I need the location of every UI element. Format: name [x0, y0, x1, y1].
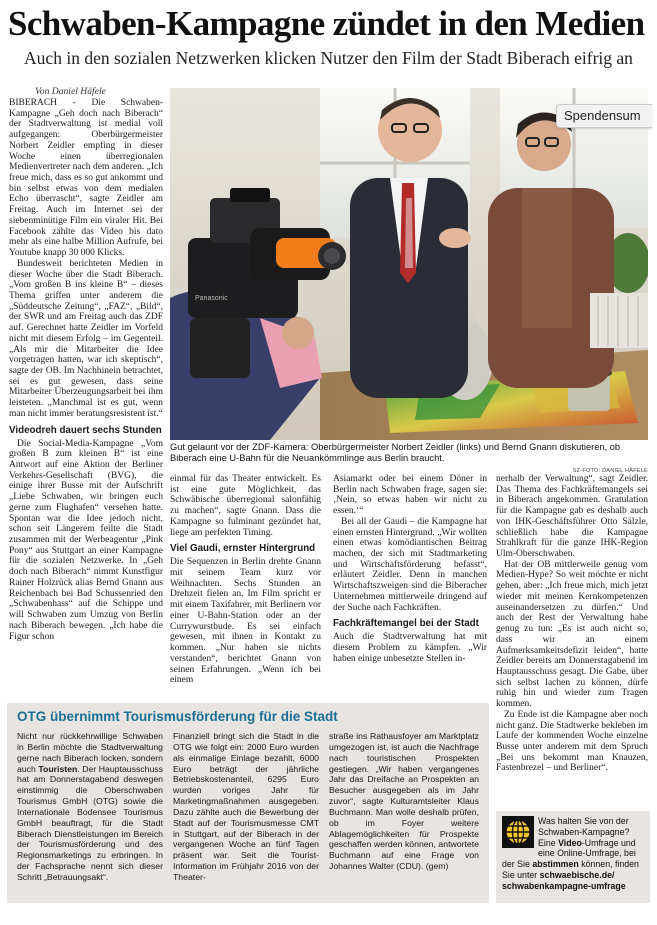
survey-promo-text: Was halten Sie von der Schwaben-Kampagne? Eine Video-Umfrage und eine Online-Umfrage, bei der Sie abstimmen können, finden Sie unter schwaebische.de/ schwabenkampagne-umfrage	[502, 816, 639, 891]
article-column-2	[170, 474, 321, 686]
subheading: Viel Gaudi, ernster Hintergrund	[170, 543, 316, 555]
donation-overlay-button[interactable]: Spendensum	[556, 104, 652, 128]
tourism-infobox	[7, 703, 489, 903]
paragraph: Bei all der Gaudi – die Kampagne hat einen ernsten Hintergrund. „Wir wollten einen etwas komödiantischen Beitrag machen, der sich mit Stadtmarketing und Wirtschaftsförderung befasst“, erläutert Zeidler. Denn in manchen Wirtschaftszweigen sind die Biberacher Unternehmen mittlerweile dringend auf der Suche nach Fachkräften.	[333, 516, 487, 613]
byline: Von Daniel Häfele	[35, 86, 106, 97]
article-column-1	[9, 98, 163, 642]
infobox-column-1: Nicht nur rückkehrwillige Schwaben in Berlin möchte die Stadtverwaltung gerne nach Biberach locken, sondern auch Touristen. Der Hauptausschuss hat am Donnerstagabend deswegen einstimmig die Oberschwaben Tourismus GmbH (OTG) sowie die Internationale Bodensee Tourismus GmbH beauftragt, für die Stadt Biberach Dienstleistungen im Bereich der Tourismusförderung und des Regionsmarketings zu erbringen. In der Fachsprache nennt sich dieser Schritt „Betrauungsakt“.	[17, 731, 163, 882]
infobox-column-3: straße ins Rathausfoyer am Marktplatz umgezogen ist, ist auch die Nachfrage nach touristischen Prospekten gestiegen. „Wir haben vergangenes Jahr das Dreifache an Prospekten an Besucher ausgegeben als im Jahr zuvor“, sagte Kulturamtsleiter Klaus Buchmann. Man wolle deshalb prüfen, ob im Foyer weitere Ablagemöglichkeiten für Prospekte geschaffen werden können, antwortete Buchmann auf eine Frage von Johannes Walter (CDU). (gem)	[329, 731, 479, 872]
subheading: Fachkräftemangel bei der Stadt	[333, 618, 479, 630]
paragraph: Bundesweit berichteten Medien in dieser Woche über die Stadt Biberach. „Vom großen B ins kleine B“ – dieses Thema griffen unter anderem die „Süddeutsche Zeitung“, „FAZ“, „Bild“, der SWR und am Freitag auch das ZDF auf. Gerechnet hatte Zeidler im Vorfeld nicht mit diesem Erfolg – im Gegenteil. „Als mir die Mitarbeiter die Idee vorgetragen hatten, war ich skeptisch“, sagte der OB. Im Nachhinein betrachtet, sei es gut gewesen, dass seine Mitarbeiter Überzeugungsarbeit bei ihm leisteten. „Manchmal ist es gut, wenn man nicht immer beratungsresistent ist.“	[9, 258, 163, 419]
photo-credit: SZ-FOTO: DANIEL HÄFELE	[572, 468, 648, 474]
paragraph: BIBERACH - Die Schwaben-Kampagne „Geh doch nach Biberach“ der Stadtverwaltung ist medial voll aufgegangen: Oberbürgermeister Norbert Zeidler empfing in dieser Woche einen überregionalen Medienvertreter nach dem anderen. „Ich freue mich, dass es so gut ankommt und bin selbst etwas von dem medialen Echo überrascht“, sagte Zeidler am Freitag. Auch im Internet sei der siebenminütige Film ein viraler Hit. Bei Facebook zählte das Video bis dato mehr als eine halbe Million Aufrufe, bei Youtube knapp 30 000 Klicks.	[9, 98, 163, 259]
paragraph: einmal für das Theater entwickelt. Es ist eine gute Möglichkeit, das Schwäbische überregional salonfähig zu machen“, sagte Gnann. Dass die Kampagne so fulminant gezündet hat, liege am perfekten Timing.	[170, 474, 321, 538]
paragraph: Zu Ende ist die Kampagne aber noch nicht ganz. Die Stadtwerke bekleben im Laufe der kommenden Woche einzelne Busse unter anderem mit dem Spruch „Bei uns bekommt man Knauzen, Fastenbrezel – und Berliner“.	[496, 709, 648, 774]
dateline: BIBERACH	[9, 98, 58, 108]
paragraph: Die Social-Media-Kampagne „Vom großen B zum kleinen B“ ist eine Antwort auf eine Aktion der Berliner Verkehrs-Gesellschaft (BVG), die einige ihrer Busse mit der Aufschrift „Liebe Schwaben, wir bringen euch gerne zum Flughafen“ versehen hatte. Spontan war die Idee jedoch nicht, schon seit Längerem feilte die Stadt zusammen mit der Werbeagentur „Pink Pony“ aus Stuttgart an einer Kampagne für die sozialen Netzwerke. In „Geh doch nach Biberach“ nimmt Kunstfigur Rainer Holzrück alias Bernd Gnann aus Reichenbach bei Bad Schussenried den „Schwabenhass“ auf die Schippe und will Schwaben zum Umzug von Berlin nach Biberach bewegen. „Ich habe die Figur schon	[9, 438, 163, 642]
paragraph: Asiamarkt oder bei einem Döner in Berlin nach Schwaben frage, sagen sie: ‚Nein, so etwas haben wir nicht zu essen.‘“	[333, 474, 487, 517]
article-column-4	[496, 474, 648, 774]
globe-icon	[502, 816, 534, 848]
survey-promo-box	[496, 811, 650, 903]
paragraph: Hat der OB mittlerweile genug vom Medien-Hype? So weit möchte er nicht gehen, aber: „Ich freue mich, mich jetzt wieder mit meinen Kernkompetenzen auseinandersetzen zu dürfen.“ Und auch der Rest der Verwaltung habe genug zu tun: „Es ist auch nicht so, dass wir an einem Aufmerksamkeitsdefizit leiden“, hatte Zeidler bereits am Donnerstagabend im Hauptausschuss gesagt. Die Gabe, über sich selbst lachen zu können, dürfe ruhig hin und wieder zum Tragen kommen.	[496, 559, 648, 710]
headline: Schwaben-Kampagne zündet in den Medien	[8, 4, 645, 43]
article-photo	[170, 88, 648, 440]
photo-caption: Gut gelaunt vor der ZDF-Kamera: Oberbürgermeister Norbert Zeidler (links) und Bernd Gnann diskutieren, ob Biberach eine U-Bahn für die Neuankömmlinge aus Berlin braucht.	[170, 442, 621, 463]
paragraph: Die Sequenzen in Berlin drehte Gnann mit seinem Team kurz vor Weihnachten. Sechs Stunden an Drehzeit fielen an. Im Film spricht er mit einem Taxifahrer, mit Berlinern vor einer U-Bahn-Station oder an der Currywurstbude. Es sei einfach gewesen, mit ihnen in Kontakt zu kommen. „Nur haben sie nichts verstanden“, berichtet Gnann von seinen Erfahrungen. „Wenn ich bei einem	[170, 557, 321, 686]
paragraph: nerhalb der Verwaltung“, sagt Zeidler. Das Thema des Fachkräftemangels sei in Biberach angekommen. Gratulation für die Kampagne gab es deshalb auch von IHK-Geschäftsführer Otto Sälzle, schließlich habe die Kampagne Strahlkraft für die ganze IHK-Region Ulm-Oberschwaben.	[496, 474, 648, 560]
paragraph: Auch die Stadtverwaltung hat mit diesem Problem zu kämpfen. „Wir haben einige unbesetzte Stellen in-	[333, 632, 487, 664]
infobox-column-2: Finanziell bringt sich die Stadt in die OTG wie folgt ein: 2000 Euro wurden als einmalige Einlage bezahlt, 6000 Euro beträgt der jährliche Betriebskostenanteil, 6295 Euro wurden voriges Jahr für Marketingmaßnahmen ausgegeben. Dazu zählte auch die Bewerbung der Stadt auf der Tourismusmesse CMT in Stuttgart, auf der Biberach in der vergangenen Woche an fünf Tagen präsent war. Seit die Tourist-Information im Frühjahr 2016 von der Theater-	[173, 731, 319, 882]
survey-link[interactable]: schwaebische.de/ schwabenkampagne-umfrage	[502, 869, 626, 891]
svg-text:Panasonic: Panasonic	[195, 295, 228, 302]
photo-illustration	[170, 88, 648, 440]
subheadline: Auch in den sozialen Netzwerken klicken Nutzer den Film der Stadt Biberach eifrig an	[24, 48, 633, 68]
article-column-3	[333, 474, 487, 665]
infobox-title: OTG übernimmt Tourismusförderung für die Stadt	[17, 709, 338, 724]
subheading: Videodreh dauert sechs Stunden	[9, 424, 162, 436]
